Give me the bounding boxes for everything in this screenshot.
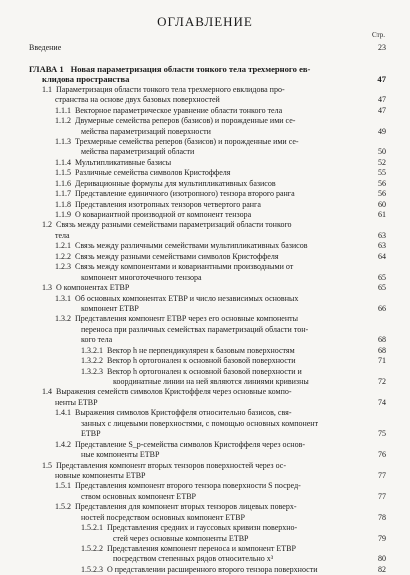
toc-entry-text <box>55 408 292 418</box>
section-title: мейства параметризаций области <box>81 147 195 157</box>
section-number: 1.3.1 <box>55 293 71 303</box>
section-title: Различные семейства символов Кристоффеля <box>75 168 231 178</box>
page-number: 82 <box>378 564 386 574</box>
toc-entry-text <box>55 502 297 512</box>
toc-entry-text <box>81 335 112 345</box>
page-number: 52 <box>378 157 386 167</box>
section-title: переноса при различных семействах параметризаций области тон- <box>81 324 309 334</box>
section-number: 1.1.9 <box>55 210 71 219</box>
section-title: О представлении расширенного второго тензора поверхности <box>107 564 318 574</box>
chapter-entry <box>0 64 410 74</box>
page-number: 50 <box>378 147 386 157</box>
toc-entry <box>0 356 410 366</box>
toc-entry-text <box>55 179 276 189</box>
toc-entry <box>0 252 410 262</box>
toc-entry <box>0 377 410 387</box>
toc-entry <box>0 492 410 502</box>
page-number: 71 <box>378 356 386 366</box>
toc-entry <box>0 53 410 63</box>
section-title: компонент многоточечного тензора <box>81 272 202 282</box>
toc-entry <box>0 273 410 283</box>
section-title: кого тела <box>81 335 113 345</box>
page-number: 56 <box>378 178 386 188</box>
toc-entry <box>0 387 410 397</box>
section-title: Выражения символов Кристоффеля относительно базисов, свя- <box>75 408 292 418</box>
section-title: посредством степенных рядов относительно x³ <box>113 554 274 564</box>
page-number: 49 <box>378 126 386 136</box>
section-number: 1.1.2 <box>55 116 71 126</box>
page-number: 74 <box>378 397 386 407</box>
page-number: 68 <box>378 335 386 345</box>
toc-entry <box>0 231 410 241</box>
section-title: мейства параметризаций поверхности <box>81 126 211 136</box>
toc-entry <box>0 116 410 126</box>
section-title: Представления компонент второго тензора поверхности S посред- <box>75 481 301 491</box>
toc-entry-text <box>81 346 295 356</box>
toc-entry <box>0 43 410 53</box>
toc-entry-text <box>55 106 282 116</box>
toc-entry-text <box>55 200 261 210</box>
toc-entry <box>0 367 410 377</box>
toc-entry <box>0 523 410 533</box>
toc-entry <box>0 314 410 324</box>
section-title: Трехмерные семейства реперов (базисов) и порожденные ими се- <box>75 136 299 146</box>
toc-entry-text <box>81 367 302 377</box>
section-number: 1.3 <box>42 283 52 293</box>
toc-entry <box>0 294 410 304</box>
page-number: 61 <box>378 210 386 219</box>
toc-entry <box>0 429 410 439</box>
section-number: 1.5 <box>42 460 52 470</box>
toc-entry <box>0 168 410 178</box>
toc-entry-text <box>29 43 61 53</box>
toc-entry-text <box>113 534 249 544</box>
toc-entry-text <box>81 127 211 137</box>
toc-entry-text <box>55 95 220 105</box>
section-title: новные компоненты ЕТВР <box>55 470 146 480</box>
section-title: Представления компонент ЕТВР через его основные компоненты <box>75 314 298 324</box>
page-number: 78 <box>378 512 386 522</box>
toc-entry <box>0 179 410 189</box>
toc-entry-text <box>42 461 286 471</box>
section-number: 1.2.3 <box>55 262 71 272</box>
toc-entry-text <box>81 450 159 460</box>
section-title: О компонентах ЕТВР <box>56 283 130 293</box>
toc-entry-text <box>42 283 129 293</box>
section-title: Представление S_p-семейства символов Кристоффеля через основ- <box>75 439 306 449</box>
section-title: стей через основные компоненты ЕТВР <box>113 533 249 543</box>
section-title: Представления компонент переноса и компонент ЕТВР <box>107 544 296 553</box>
toc-entry-text <box>55 168 230 178</box>
section-title: Представление единичного (изотропного) тензора второго ранга <box>75 189 295 199</box>
toc-entry-text <box>55 241 308 251</box>
toc-entry-text <box>81 565 317 575</box>
section-number: ГЛАВА 1 <box>29 63 64 74</box>
toc-entry <box>0 85 410 95</box>
toc-entry-text <box>55 158 171 168</box>
toc-entry <box>0 325 410 335</box>
section-number: 1.1.5 <box>55 168 71 178</box>
toc-entry-text <box>55 137 299 147</box>
toc-entry-text <box>81 492 196 502</box>
toc-entry-text <box>55 398 98 408</box>
toc-entry-text <box>113 554 273 564</box>
toc-entry <box>0 335 410 345</box>
section-number: 1.4 <box>42 387 52 397</box>
section-number: 1.2.2 <box>55 251 71 261</box>
page-number: 65 <box>378 272 386 282</box>
toc-entry-text <box>55 231 70 241</box>
page-number: 60 <box>378 199 386 209</box>
toc-entry-text <box>42 387 292 397</box>
section-title: ностей посредством основных компонент ЕТВР <box>81 512 245 522</box>
page-number: 56 <box>378 189 386 199</box>
page-number: 80 <box>378 554 386 564</box>
section-title: Связь между различными семействами мультипликативных базисов <box>75 241 308 251</box>
page-number: 63 <box>378 230 386 240</box>
page-number: 77 <box>378 470 386 480</box>
toc-entry-text <box>42 85 285 95</box>
section-title: Деривационные формулы для мультипликативных базисов <box>75 178 276 188</box>
page-number: 65 <box>378 283 386 293</box>
toc-entry-text <box>81 147 194 157</box>
toc-entry <box>0 534 410 544</box>
page-number: 23 <box>378 43 386 52</box>
section-number: 1.1.1 <box>55 105 71 115</box>
toc-entry-text <box>81 523 297 533</box>
toc-entry-text <box>55 294 298 304</box>
toc-entry <box>0 554 410 564</box>
toc-entry-text <box>55 210 251 220</box>
toc-entry <box>0 95 410 105</box>
section-title: Об основных компонентах ЕТВР и число независимых основных <box>75 293 299 303</box>
section-number: 1.1 <box>42 84 52 94</box>
chapter-entry <box>0 74 410 84</box>
section-title: Новая параметризация области тонкого тела трехмерного ев- <box>70 63 311 74</box>
toc-entry-text <box>81 356 296 366</box>
toc-entry-text <box>81 513 245 523</box>
page-number: 47 <box>378 105 386 115</box>
section-number: 1.2.1 <box>55 241 71 251</box>
page-number: 72 <box>378 377 386 386</box>
toc-entry <box>0 481 410 491</box>
toc-entry <box>0 565 410 575</box>
toc-entry-text <box>42 220 292 230</box>
section-title: Выражения семейств символов Кристоффеля через основные компо- <box>56 387 292 397</box>
toc-entry-text <box>81 429 101 439</box>
toc-entry-text <box>81 544 296 554</box>
toc-entry <box>0 210 410 220</box>
section-title: клидова пространства <box>42 74 130 85</box>
page-number: 55 <box>378 168 386 178</box>
section-title: Представления компонент вторых тензоров поверхностей через ос- <box>56 460 287 470</box>
toc-entry-text <box>55 471 145 481</box>
toc-entry <box>0 450 410 460</box>
section-number: 1.1.8 <box>55 199 71 209</box>
toc-entry <box>0 471 410 481</box>
section-title: Связь между разными семействами символов Кристоффеля <box>75 251 279 261</box>
section-title: ЕТВР <box>81 429 101 439</box>
page-number: 68 <box>378 345 386 355</box>
page-number: 64 <box>378 251 386 261</box>
section-number: 1.1.6 <box>55 178 71 188</box>
toc-entry <box>0 544 410 554</box>
toc-entry <box>0 147 410 157</box>
section-title: Вектор h ортогонален к основной базовой поверхности <box>107 356 296 366</box>
section-title: Связь между компонентами и ковариантными производными от <box>75 262 294 272</box>
toc-entry <box>0 127 410 137</box>
toc-entry <box>0 502 410 512</box>
page-number: 77 <box>378 491 386 501</box>
page-number: 47 <box>378 95 386 105</box>
section-title: тела <box>55 230 70 240</box>
toc-entry <box>0 220 410 230</box>
section-number: 1.3.2.2 <box>81 356 103 366</box>
section-number: 1.3.2.3 <box>81 366 103 376</box>
section-number: 1.2 <box>42 220 52 230</box>
toc-entry-text <box>29 64 310 74</box>
page-number: 76 <box>378 450 386 460</box>
section-title: Представления для компонент вторых тензоров лицевых поверх- <box>75 502 297 512</box>
toc-entry <box>0 189 410 199</box>
toc-entry <box>0 200 410 210</box>
toc-entry <box>0 440 410 450</box>
toc-entry-text <box>55 314 298 324</box>
toc-entry <box>0 158 410 168</box>
section-title: Векторное параметрическое уравнение области тонкого тела <box>75 105 283 115</box>
toc-entry <box>0 304 410 314</box>
toc-entry <box>0 346 410 356</box>
toc-entry <box>0 241 410 251</box>
section-title: Связь между разными семействами параметризаций области тонкого <box>56 220 292 230</box>
section-number: 1.5.2.3 <box>81 564 103 574</box>
toc-entry-text <box>113 377 309 387</box>
toc-entry <box>0 106 410 116</box>
section-number: 1.4.2 <box>55 439 71 449</box>
section-title: ненты ЕТВР <box>55 397 98 407</box>
toc-title: ОГЛАВЛЕНИЕ <box>157 14 253 29</box>
section-title: Мультипликативные базисы <box>75 157 172 167</box>
section-number: 1.5.1 <box>55 481 71 491</box>
section-title: Вектор h ортогонален к основной базовой поверхности и <box>107 366 302 376</box>
section-number: 1.5.2 <box>55 502 71 512</box>
table-of-contents <box>0 43 410 575</box>
section-title: компонент ЕТВР <box>81 303 139 313</box>
section-number: 1.5.2.2 <box>81 544 103 553</box>
section-number: 1.1.3 <box>55 136 71 146</box>
section-number: 1.1.7 <box>55 189 71 199</box>
section-title: Представления средних и гауссовых кривизн поверхно- <box>107 523 298 533</box>
toc-entry-text <box>55 252 279 262</box>
page-number: 75 <box>378 429 386 439</box>
section-number: 1.4.1 <box>55 408 71 418</box>
section-title: Вектор h не перпендикулярен к базовым поверхностям <box>107 345 295 355</box>
section-title: Параметризация области тонкого тела трехмерного евклидова про- <box>56 84 285 94</box>
section-number: 1.5.2.1 <box>81 523 103 533</box>
section-title: странства на основе двух базовых поверхностей <box>55 95 220 105</box>
toc-entry-text <box>55 440 305 450</box>
section-title: координатные линии на ней являются линиями кривизны <box>113 377 309 386</box>
toc-entry-text <box>55 262 293 272</box>
toc-entry <box>0 283 410 293</box>
toc-entry <box>0 419 410 429</box>
page-column-label: Стр. <box>372 31 385 39</box>
page-number: 63 <box>378 241 386 251</box>
page-number: 47 <box>377 74 386 85</box>
toc-entry-text <box>55 481 301 491</box>
section-title: О ковариантной производной от компонент тензора <box>75 210 252 219</box>
toc-entry-text <box>81 325 308 335</box>
section-title: Представления изотропных тензоров четвертого ранга <box>75 199 261 209</box>
toc-entry-text <box>81 273 202 283</box>
toc-entry <box>0 408 410 418</box>
section-title: занных с лицевыми поверхностями, с помощью основных компонент <box>81 418 319 428</box>
toc-entry <box>0 513 410 523</box>
toc-entry <box>0 398 410 408</box>
section-title: ные компоненты ЕТВР <box>81 450 160 460</box>
section-title: Введение <box>29 43 62 52</box>
section-number: 1.3.2.1 <box>81 345 103 355</box>
section-number: 1.1.4 <box>55 157 71 167</box>
toc-entry <box>0 262 410 272</box>
section-title: ством основных компонент ЕТВР <box>81 491 196 501</box>
toc-entry-text <box>42 74 129 84</box>
toc-entry-text <box>55 189 295 199</box>
toc-entry-text <box>81 304 139 314</box>
page-number: 66 <box>378 303 386 313</box>
toc-entry-text <box>81 419 318 429</box>
page-number: 79 <box>378 533 386 543</box>
toc-entry <box>0 461 410 471</box>
toc-entry <box>0 137 410 147</box>
section-number: 1.3.2 <box>55 314 71 324</box>
toc-entry-text <box>55 116 295 126</box>
section-title: Двумерные семейства реперов (базисов) и порожденные ими се- <box>75 116 296 126</box>
